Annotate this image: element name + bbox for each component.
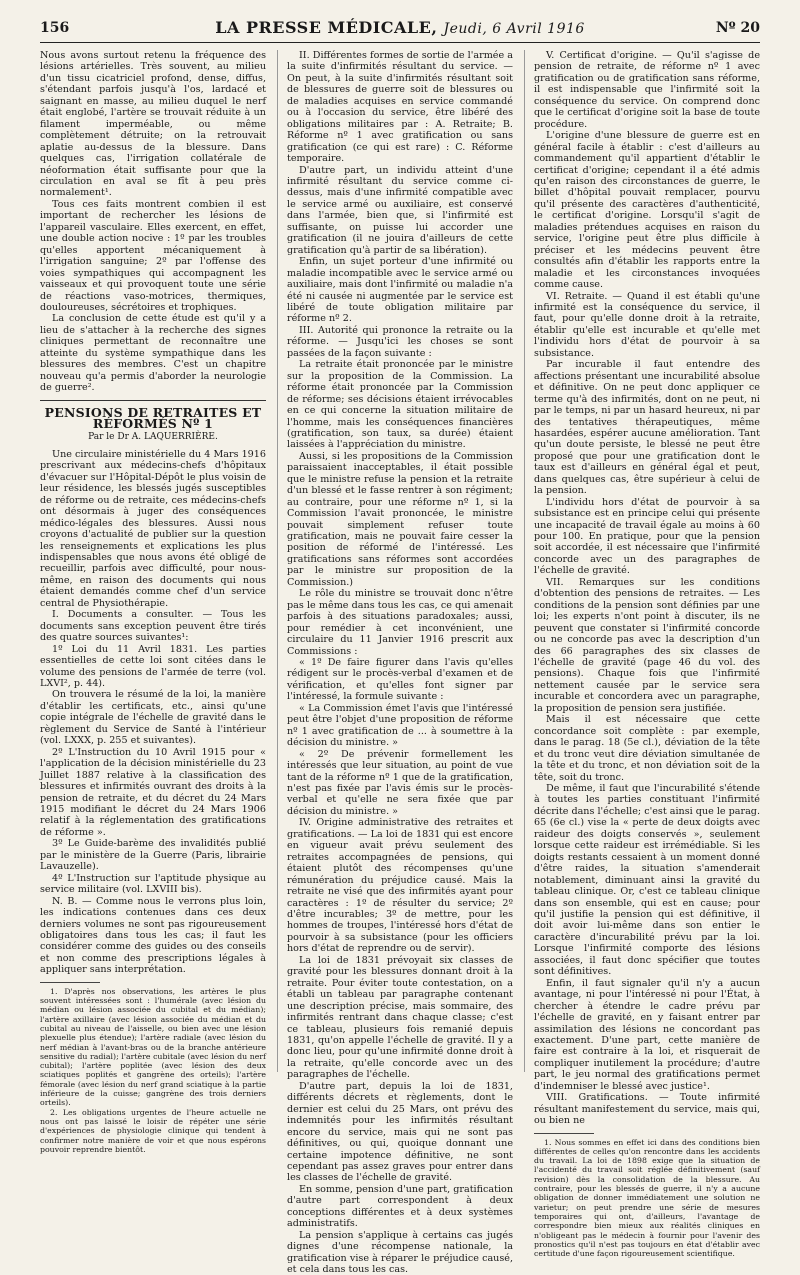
issue-number: Nº 20 [715, 20, 760, 36]
paragraph: Le rôle du ministre se trouvait donc n'être pas le même dans tous les cas, ce qui amenait parfois à des situations paradoxales; aussi, pour remédier à cet inconvénient, une circulaire du 11 Janvier 1916 prescrit aux Commissions : [287, 588, 513, 657]
journal-name: LA PRESSE MÉDICALE, [215, 18, 438, 37]
page-header [40, 14, 760, 43]
footnotes [40, 987, 266, 1154]
footnote-rule [40, 982, 100, 983]
article-title: PENSIONS DE RETRAITES ET RÉFORMÉS Nº 1 [44, 404, 262, 432]
paragraph: La pension s'applique à certains cas jugés dignes d'une récompense nationale, la gratification vise à réparer le préjudice causé, et cela dans tous les cas. [287, 1229, 513, 1275]
paragraph: I. Documents a consulter. — Tous les documents sans exception peuvent être tirés des quatre sources suivantes¹: [40, 609, 266, 644]
page-number: 156 [40, 20, 70, 36]
paragraph: L'origine d'une blessure de guerre est en général facile à établir : c'est d'ailleurs au commandement qu'il appartient d'établir le certificat d'origine; cependant il a été admis qu'en raison des circonstances de guerre, le billet d'hôpital pouvait remplacer, pourvu qu'il présente des caractères d'authenticité, le certificat d'origine. Lorsqu'il s'agit de maladies prétendues acquises en raison du service, l'origine peut être plus difficile à préciser et les médecins peuvent être consultés afin d'établir les rapports entre la maladie et les circonstances invoquées comme cause. [534, 130, 760, 291]
paragraph: Mais il est nécessaire que cette concordance soit complète : par exemple, dans le parag. 18 (5e cl.), déviation de la tête et du tronc veut dire déviation simultanée de la tête et du tronc, et non déviation soit de la tête, soit du tronc. [534, 714, 760, 783]
journal-title [40, 18, 760, 37]
paragraph: Par incurable il faut entendre des affections présentant une incurabilité absolue et définitive. On ne peut donc appliquer ce terme qu'à des infirmités, dont on ne peut, ni par le temps, ni par un hasard heureux, ni par des tentatives thérapeutiques, même hasardées, espérer aucune amélioration. Tant qu'un doute persiste, le blessé ne peut être proposé que pour une gratification dont le taux est d'ailleurs en général égal et peut, dans quelques cas, être supérieur à celui de la pension. [534, 359, 760, 497]
paragraph: « La Commission émet l'avis que l'intéressé peut être l'objet d'une proposition de réforme nº 1 avec gratification de ... à soumettre à la décision du ministre. » [287, 702, 513, 749]
paragraph: La conclusion de cette étude est qu'il y a lieu de s'attacher à la recherche des signes cliniques permettant de reconnaître une atteinte du système sympathique dans les blessures des membres. C'est un chapitre nouveau qu'a permis d'aborder la neurologie de guerre². [40, 313, 266, 394]
paragraph: Tous ces faits montrent combien il est important de rechercher les lésions de l'appareil vasculaire. Elles exercent, en effet, une double action nocive : 1º par les troubles qu'elles apportent mécaniquement à l'irrigation sanguine; 2º par l'offense des voies sympathiques qui accompagnent les vaisseaux et qui provoquent toute une série de réactions vaso-motrices, thermiques, douloureuses, sécrétoires et trophiques. [40, 198, 266, 313]
paragraph: V. Certificat d'origine. — Qu'il s'agisse de pension de retraite, de réforme nº 1 avec gratification ou de gratification sans réforme, il est indispensable que l'infirmité soit la conséquence du service. On comprend donc que le certificat d'origine soit la base de toute procédure. [534, 50, 760, 130]
footnote: 1. Nous sommes en effet ici dans des conditions bien différentes de celles qu'on rencontre dans les accidents du travail. La loi de 1898 exige que la situation de l'accidenté du travail soit réglée définitivement (sauf revision) dès la consolidation de la blessure. Au contraire, pour les blessés de guerre, il n'y a aucune obligation de donner immédiatement une solution ne varietur; on peut prendre une série de mesures temporaires qui ont, d'ailleurs, l'avantage de correspondre bien mieux aux réalités cliniques en n'obligeant pas le médecin à fournir pour l'avenir des pronostics qu'il n'est pas toujours en état d'établir avec certitude d'une façon rigoureusement scientifique. [534, 1137, 760, 1259]
paragraph: « 2º De prévenir formellement les intéressés que leur situation, au point de vue tant de la réforme nº 1 que de la gratification, n'est pas fixée par l'avis émis sur le procès-verbal et qu'elle ne sera fixée que par décision du ministre. » [287, 748, 513, 817]
column-2 [287, 50, 513, 1275]
paragraph: La loi de 1831 prévoyait six classes de gravité pour les blessures donnant droit à la retraite. Pour éviter toute contestation, on a établi un tableau par paragraphe contenant une description précise, mais sommaire, des infirmités rentrant dans chaque classe; c'est ce tableau, plusieurs fois remanié depuis 1831, qu'on appelle l'échelle de gravité. Il y a donc lieu, pour qu'une infirmité donne droit à la retraite, qu'elle concorde avec un des paragraphes de l'échelle. [287, 954, 513, 1081]
paragraph: « 1º De faire figurer dans l'avis qu'elles rédigent sur le procès-verbal d'examen et de vérification, et qu'elles font signer par l'intéressé, la formule suivante : [287, 657, 513, 703]
article-byline: Par le Dr A. LAQUERRIÈRE. [88, 431, 218, 442]
paragraph: VIII. Gratifications. — Toute infirmité résultant manifestement du service, mais qui, ou bien ne [534, 1092, 760, 1127]
issue-date: Jeudi, 6 Avril 1916 [443, 21, 585, 37]
column-1 [40, 50, 266, 1154]
paragraph: On trouvera le résumé de la loi, la manière d'établir les certificats, etc., ainsi qu'une copie intégrale de l'échelle de gravité dans le règlement du Service de Santé à l'intérieur (vol. LXXX, p. 255 et suivantes). [40, 689, 266, 747]
paragraph: L'individu hors d'état de pourvoir à sa subsistance est en principe celui qui présente une incapacité de travail égale au moins à 60 pour 100. En pratique, pour que la pension soit accordée, il est nécessaire que l'infirmité concorde avec un des paragraphes de l'échelle de gravité. [534, 496, 760, 577]
paragraph: Nous avons surtout retenu la fréquence des lésions artérielles. Très souvent, au milieu d'un tissu cicatriciel profond, dense, diffus, s'étendant parfois jusqu'à l'os, lardacé et saignant en masse, au milieu duquel le nerf était englobé, l'artère se trouvait réduite à un filament imperméable, ou même complètement détruite; on la retrouvait aplatie au-dessus de la blessure. Dans quelques cas, l'irrigation collatérale de néoformation était suffisante pour que la circulation en aval se fît à peu près normalement¹. [40, 50, 266, 199]
paragraph: Enfin, il faut signaler qu'il n'y a aucun avantage, ni pour l'intéressé ni pour l'État, à chercher à étendre le cadre prévu par l'échelle de gravité, en y faisant entrer par assimilation des lésions ne concordant pas exactement. D'une part, cette manière de faire est contraire à la loi, et risquerait de compliquer inutilement la procédure; d'autre part, le jeu normal des gratifications permet d'indemniser le blessé avec justice¹. [534, 977, 760, 1092]
column-3 [534, 50, 760, 1258]
paragraph: De même, il faut que l'incurabilité s'étende à toutes les parties constituant l'infirmité décrite dans l'échelle; c'est ainsi que le parag. 65 (6e cl.) vise la « perte de deux doigts avec raideur des doigts conservés », seulement lorsque cette raideur est irrémédiable. Si les doigts restants cessaient à un moment donné d'être raides, la situation s'amenderait notablement, diminuant ainsi la gravité du tableau clinique. Or, c'est ce tableau clinique dans son ensemble, qui est en cause; pour qu'il justifie la pension qui est définitive, il doit avoir lui-même dans son entier le caractère d'incurabilité prévu par la loi. Lorsque l'infirmité comporte des lésions associées, il faut donc spécifier que toutes sont définitives. [534, 783, 760, 978]
footnote: 2. Les obligations urgentes de l'heure actuelle ne nous ont pas laissé le loisir de répéter une série d'expériences de physiologie clinique qui tendent à confirmer notre manière de voir et que nous espérons pouvoir reprendre bientôt. [40, 1107, 266, 1154]
paragraph: 3º Le Guide-barème des invalidités publié par le ministère de la Guerre (Paris, librairie Lavauzelle). [40, 838, 266, 873]
paragraph: Enfin, un sujet porteur d'une infirmité ou maladie incompatible avec le service armé ou auxiliaire, mais dont l'infirmité ou maladie n'a été ni causée ni augmentée par le service est libéré de toute obligation militaire par réforme nº 2. [287, 256, 513, 325]
column-divider [277, 50, 278, 1072]
section-rule [40, 400, 266, 401]
paragraph: VII. Remarques sur les conditions d'obtention des pensions de retraites. — Les conditions de la pension sont définies par une loi; les experts n'ont point à discuter, ils ne peuvent que constater si l'infirmité concorde ou ne concorde pas avec la description d'un des 66 paragraphes des six classes de l'échelle de gravité (page 46 du vol. des pensions). Chaque fois que l'infirmité nettement causée par le service sera incurable et concordera avec un paragraphe, la proposition de pension sera justifiée. [534, 576, 760, 714]
paragraph: Une circulaire ministérielle du 4 Mars 1916 prescrivant aux médecins-chefs d'hôpitaux d'évacuer sur l'Hôpital-Dépôt le plus voisin de leur résidence, les blessés jugés susceptibles de réforme ou de retraite, ces médecins-chefs ont désormais à juger des conséquences médico-légales des blessures. Aussi nous croyons d'actualité de publier sur la question les renseignements et explications les plus indispensables que nous avons été obligé de recueillir, parfois avec difficulté, pour nous-même, en raison des documents qui nous étaient demandés comme chef d'un service central de Physiothérapie. [40, 448, 266, 609]
footnote: 1. D'après nos observations, les artères le plus souvent intéressées sont : l'humérale (avec lésion du médian ou lésion associée du cubital et du médian); l'artère axillaire (avec lésion associée du médian et du cubital au niveau de l'aisselle, ou bien avec une lésion plexuelle plus étendue); l'artère radiale (avec lésion du nerf médian à l'avant-bras ou de la branche antérieure sensitive du radial); l'artère cubitale (avec lésion du nerf cubital); l'artère poplitée (avec lésion des deux sciatiques poplités et gangrène des orteils); l'artère fémorale (avec lésion du nerf grand sciatique à la partie inférieure de la cuisse; gangrène des trois derniers orteils). [40, 986, 266, 1108]
paragraph: En somme, pension d'une part, gratification d'autre part correspondent à deux conceptions différentes et à deux systèmes administratifs. [287, 1183, 513, 1230]
footnote-rule [534, 1133, 594, 1134]
column-divider [524, 50, 525, 1072]
paragraph: D'autre part, depuis la loi de 1831, différents décrets et règlements, dont le dernier est celui du 25 Mars, ont prévu des indemnités pour les infirmités résultant encore du service, mais qui ne sont pas définitives, ou qui, quoique donnant une certaine impotence définitive, ne sont cependant pas assez graves pour entrer dans les classes de l'échelle de gravité. [287, 1080, 513, 1184]
paragraph: IV. Origine administrative des retraites et gratifications. — La loi de 1831 qui est encore en vigueur avait prévu seulement des retraites accompagnées de pensions, qui étaient plutôt des récompenses qu'une rémunération du préjudice causé. Mais la retraite ne visé que des infirmités ayant pour caractères : 1º de résulter du service; 2º d'être incurables; 3º de mettre, pour les hommes de troupes, l'intéressé hors d'état de pourvoir à sa subsistance (pour les officiers hors d'état de reprendre ou de servir). [287, 817, 513, 955]
paragraph: 4º L'Instruction sur l'aptitude physique au service militaire (vol. LXVIII bis). [40, 872, 266, 896]
paragraph: La retraite était prononcée par le ministre sur la proposition de la Commission. La réforme était prononcée par la Commission de réforme; ses décisions étaient irrévocables en ce qui concerne la situation militaire de l'homme, mais les conséquences financières (gratification, son taux, sa durée) étaient laissées à l'appréciation du ministre. [287, 359, 513, 451]
paragraph: D'autre part, un individu atteint d'une infirmité résultant du service comme ci-dessus, mais d'une infirmité compatible avec le service armé ou auxiliaire, est conservé dans l'armée, bien que, si l'infirmité est suffisante, on puisse lui accorder une gratification (il ne jouira d'ailleurs de cette gratification qu'à partir de sa libération). [287, 164, 513, 256]
paragraph: VI. Retraite. — Quand il est établi qu'une infirmité est la conséquence du service, il faut, pour qu'elle donne droit à la retraite, établir qu'elle est incurable et qu'elle met l'individu hors d'état de pourvoir à sa subsistance. [534, 290, 760, 359]
paragraph: II. Différentes formes de sortie de l'armée a la suite d'infirmités résultant du service. — On peut, à la suite d'infirmités résultant soit de blessures de guerre soit de blessures ou de maladies acquises en service commandé ou à l'occasion du service, être libéré des obligations militaires par : A. Retraite; B. Réforme nº 1 avec gratification ou sans gratification (ce qui est rare) : C. Réforme temporaire. [287, 50, 513, 165]
paragraph: N. B. — Comme nous le verrons plus loin, les indications contenues dans ces deux derniers volumes ne sont pas rigoureusement obligatoires dans tous les cas; il faut les considérer comme des guides ou des conseils et non comme des prescriptions légales à appliquer sans interprétation. [40, 895, 266, 976]
paragraph: 2º L'Instruction du 10 Avril 1915 pour « l'application de la décision ministérielle du 23 Juillet 1887 relative à la classification des blessures et infirmités ouvrant des droits à la pension de retraite, et du décret du 24 Mars 1915 modifiant le décret du 24 Mars 1906 relatif à la réglementation des gratifications de réforme ». [40, 746, 266, 838]
paragraph: III. Autorité qui prononce la retraite ou la réforme. — Jusqu'ici les choses se sont passées de la façon suivante : [287, 324, 513, 359]
paragraph: Aussi, si les propositions de la Commission paraissaient inacceptables, il était possible que le ministre refuse la pension et la retraite d'un blessé et le fasse rentrer à son régiment; au contraire, pour une réforme nº 1, si la Commission l'avait prononcée, le ministre pouvait simplement refuser toute gratification, mais ne pouvait faire cesser la position de réformé de l'intéressé. Les gratifications sans réformes sont accordées par le ministre sur proposition de la Commission.) [287, 450, 513, 588]
footnotes [534, 1138, 760, 1259]
paragraph: 1º Loi du 11 Avril 1831. Les parties essentielles de cette loi sont citées dans le volume des pensions de l'armée de terre (vol. LXVI², p. 44). [40, 643, 266, 690]
